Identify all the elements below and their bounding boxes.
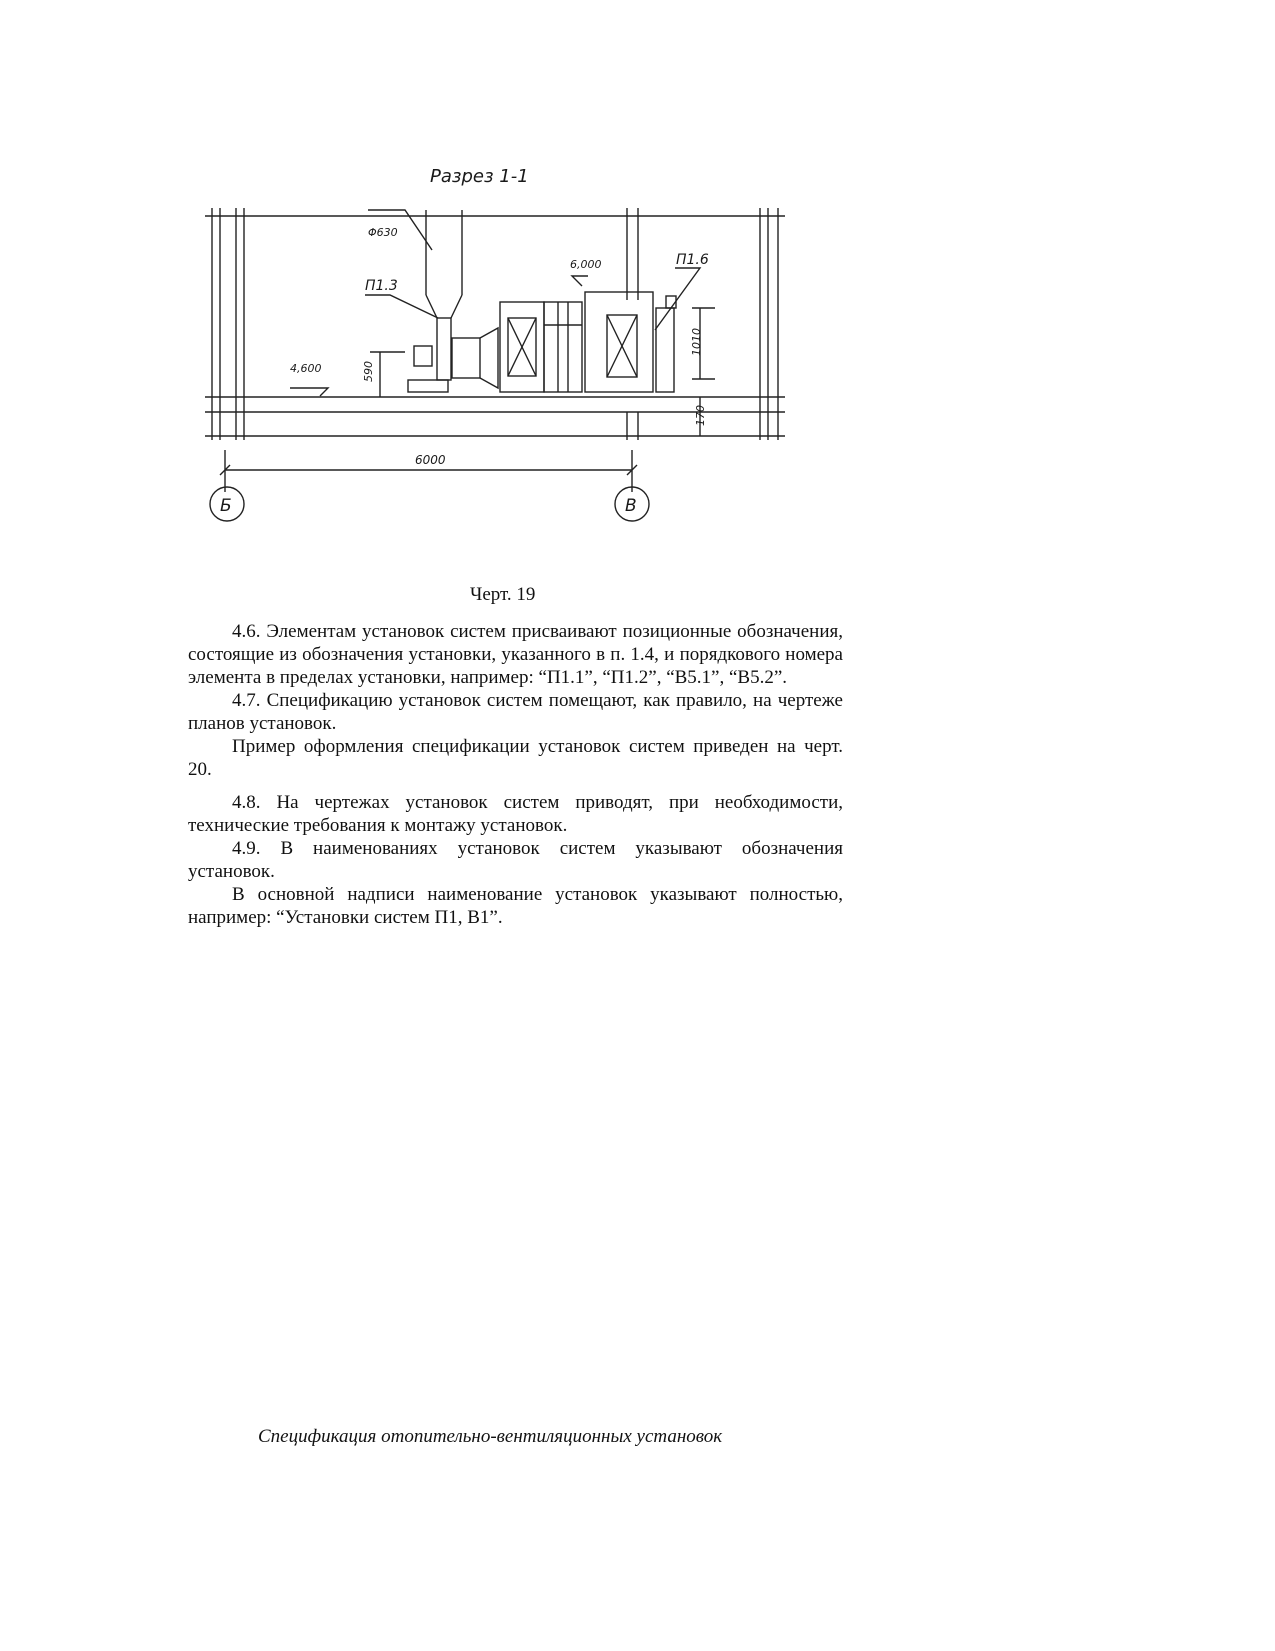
diameter-label: Φ630 [368, 226, 398, 239]
body-text [188, 620, 843, 929]
dim-590-label: 590 [362, 361, 375, 382]
dim-1010-label: 1010 [690, 328, 703, 356]
paragraph-title-block: В основной надписи наименование установок указывают полностью, например: “Установки систем П1, В1”. [188, 884, 843, 928]
p16-label: П1.6 [676, 252, 709, 268]
paragraph-4-7: 4.7. Спецификацию установок систем помещают, как правило, на чертеже планов установок. [188, 690, 843, 734]
elev-6000-label: 6,000 [570, 258, 602, 271]
axis-b-label: Б [220, 496, 232, 516]
section-drawing [200, 150, 840, 570]
dim-170-label: 170 [694, 405, 707, 426]
section-heading: Спецификация отопительно-вентиляционных установок [258, 1426, 723, 1447]
paragraph-4-6: 4.6. Элементам установок систем присваивают позиционные обозначения, состоящие из обозначения установки, указанного в п. 1.4, и порядкового номера элемента в пределах установки, например: “П1.1”, “П1.2”, “В5.1”, “В5.2”. [188, 621, 843, 688]
elev-4600-label: 4,600 [290, 362, 322, 375]
p13-label: П1.3 [365, 278, 398, 294]
figure-caption: Черт. 19 [470, 584, 536, 605]
paragraph-4-8: 4.8. На чертежах установок систем приводят, при необходимости, технические требования к монтажу установок. [188, 792, 843, 836]
paragraph-4-9: 4.9. В наименованиях установок систем указывают обозначения установок. [188, 838, 843, 882]
axis-v-label: В [625, 496, 637, 516]
section-1-1-drawing [200, 150, 840, 570]
dim-6000-label: 6000 [415, 453, 446, 467]
section-title: Разрез 1-1 [430, 166, 529, 187]
paragraph-example: Пример оформления спецификации установок систем приведен на черт. 20. [188, 736, 843, 780]
